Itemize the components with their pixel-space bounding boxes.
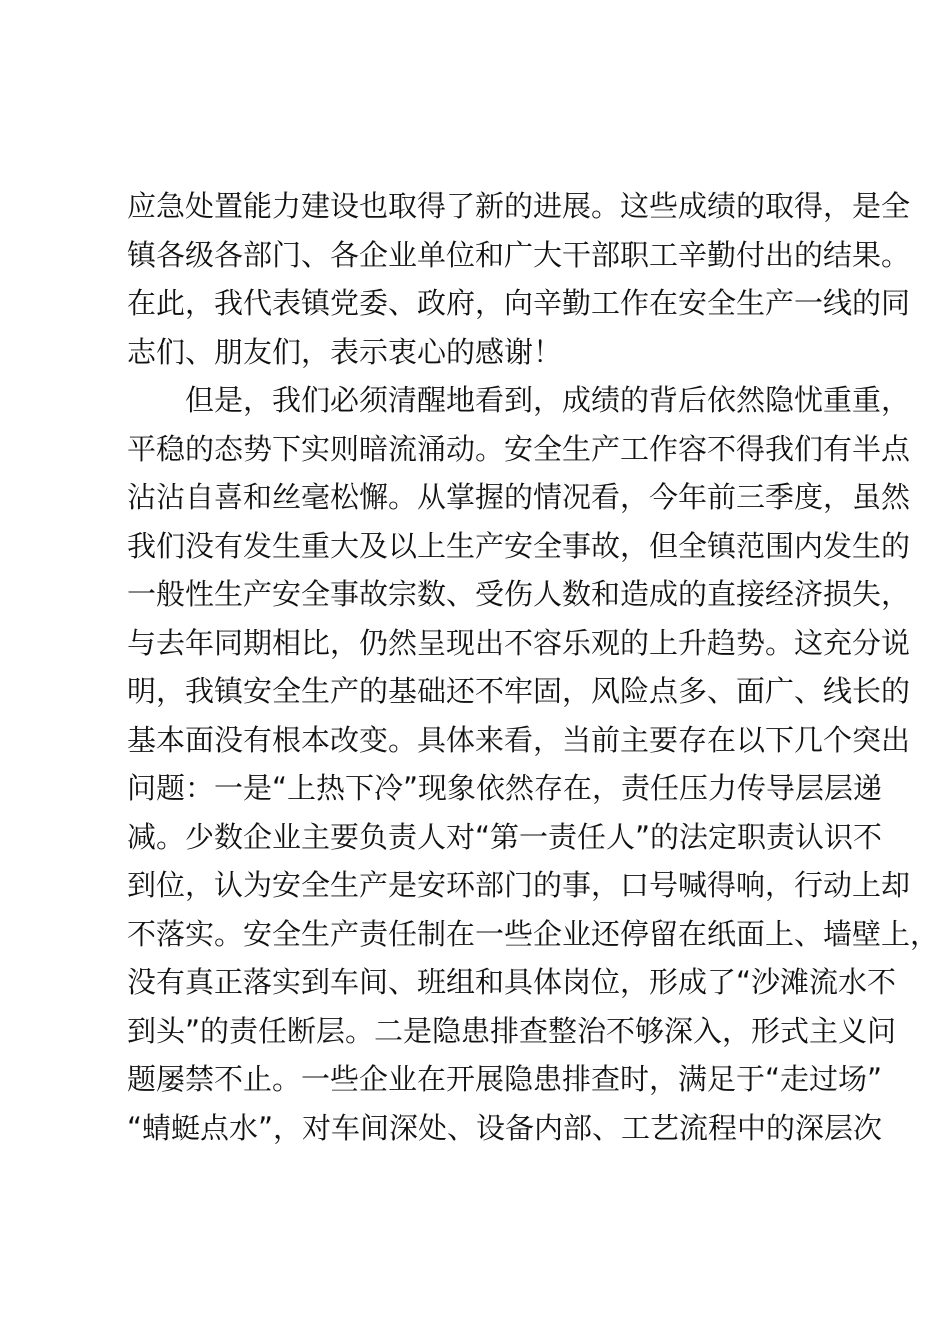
text-line: 到位，认为安全生产是安环部门的事，口号喊得响，行动上却	[127, 868, 911, 902]
text-line: 不落实。安全生产责任制在一些企业还停留在纸面上、墙壁上，	[127, 916, 940, 951]
text-line: 应急处置能力建设也取得了新的进展。这些成绩的取得，是全	[127, 189, 911, 223]
text-line: 题屡禁不止。一些企业在开展隐患排查时，满足于“走过场”	[127, 1062, 883, 1096]
text-line: 问题：一是“上热下冷”现象依然存在，责任压力传导层层递	[127, 771, 883, 805]
text-line: 沾沾自喜和丝毫松懈。从掌握的情况看，今年前三季度，虽然	[127, 480, 911, 514]
text-line: “蜻蜓点水”，对车间深处、设备内部、工艺流程中的深层次	[127, 1110, 883, 1145]
text-line: 没有真正落实到车间、班组和具体岗位，形成了“沙滩流水不	[127, 965, 897, 999]
text-line: 志们、朋友们，表示衷心的感谢！	[127, 334, 563, 369]
text-line: 一般性生产安全事故宗数、受伤人数和造成的直接经济损失，	[127, 577, 911, 611]
text-line: 与去年同期相比，仍然呈现出不容乐观的上升趋势。这充分说	[127, 625, 911, 660]
body-text	[127, 182, 940, 1152]
text-line: 基本面没有根本改变。具体来看，当前主要存在以下几个突出	[127, 722, 911, 757]
text-line: 平稳的态势下实则暗流涌动。安全生产工作容不得我们有半点	[127, 431, 911, 466]
text-line: 减。少数企业主要负责人对“第一责任人”的法定职责认识不	[127, 819, 883, 854]
text-line: 但是，我们必须清醒地看到，成绩的背后依然隐忧重重，	[127, 383, 911, 417]
text-line: 镇各级各部门、各企业单位和广大干部职工辛勤付出的结果。	[127, 237, 911, 272]
text-line: 我们没有发生重大及以上生产安全事故，但全镇范围内发生的	[127, 528, 911, 563]
text-line: 在此，我代表镇党委、政府，向辛勤工作在安全生产一线的同	[127, 286, 911, 320]
text-line: 到头”的责任断层。二是隐患排查整治不够深入，形式主义问	[127, 1013, 897, 1048]
text-line: 明，我镇安全生产的基础还不牢固，风险点多、面广、线长的	[127, 674, 911, 708]
